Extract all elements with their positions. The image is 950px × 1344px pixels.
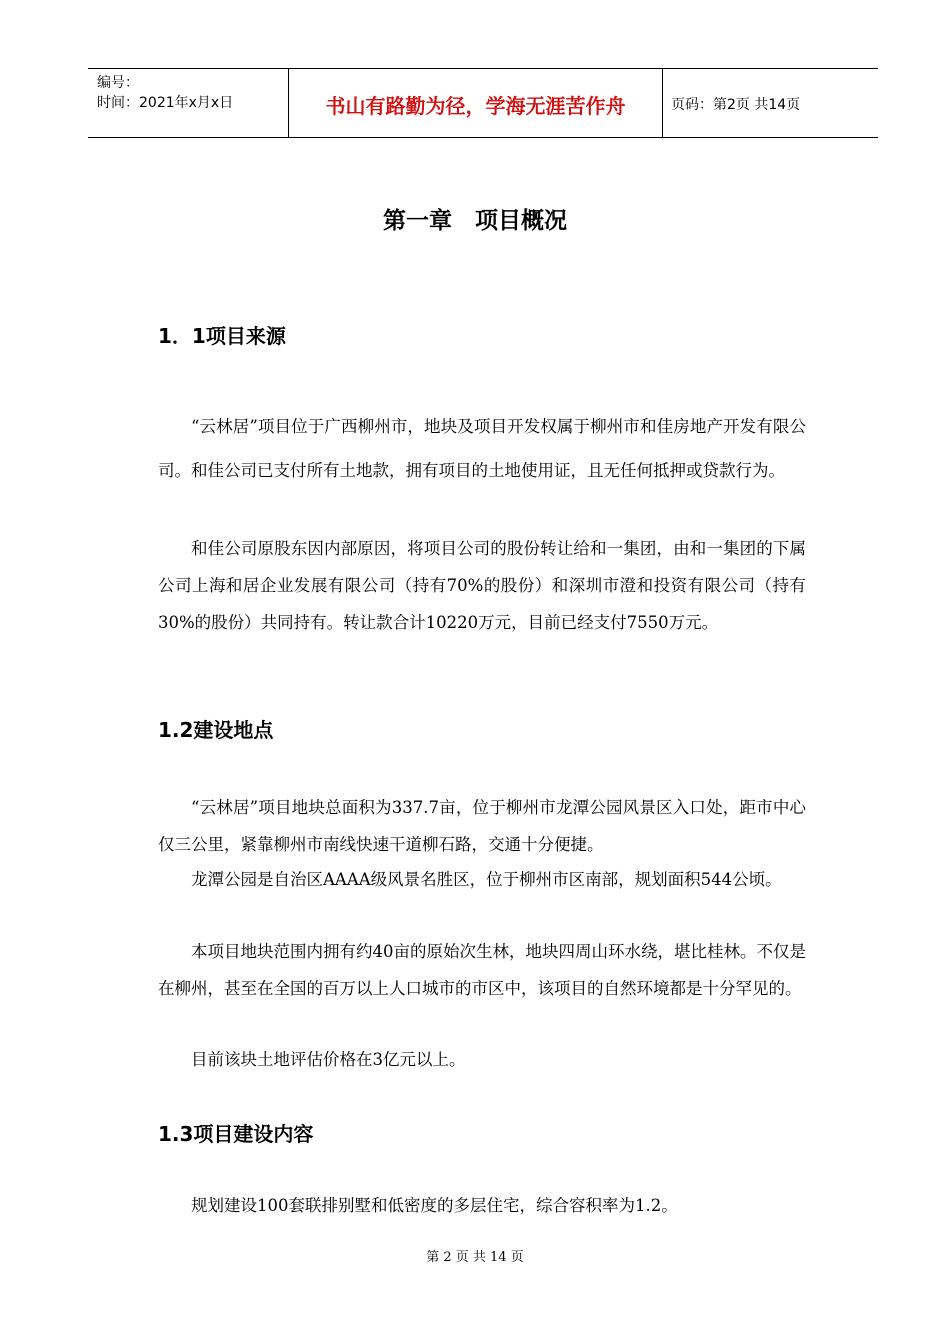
page-footer: 第 2 页 共 14 页: [426, 1250, 524, 1265]
section-title-source: 1．1项目来源: [158, 324, 286, 348]
header-meta: [88, 69, 288, 137]
chapter-title: 第一章 项目概况: [383, 208, 567, 234]
paragraph: “云林居”项目位于广西柳州市，地块及项目开发权属于柳州市和佳房地产开发有限公司。和佳公司已支付所有土地款，拥有项目的土地使用证，且无任何抵押或贷款行为。: [158, 417, 806, 480]
paragraph: 本项目地块范围内拥有约40亩的原始次生林，地块四周山环水绕，堪比桂林。不仅是在柳州，甚至在全国的百万以上人口城市的市区中，该项目的自然环境都是十分罕见的。: [158, 942, 806, 998]
paragraph: 龙潭公园是自治区AAAA级风景名胜区，位于柳州市区南部，规划面积544公顷。: [191, 870, 782, 889]
section-title-content: 1.3项目建设内容: [158, 1122, 314, 1146]
header-motto: 书山有路勤为径，学海无涯苦作舟: [325, 94, 626, 118]
paragraph: 规划建设100套联排别墅和低密度的多层住宅，综合容积率为1.2。: [191, 1196, 678, 1215]
header-page-cell: [662, 69, 878, 137]
section-title-location: 1.2建设地点: [158, 718, 274, 742]
paragraph: 目前该块土地评估价格在3亿元以上。: [191, 1050, 466, 1069]
document-time: 时间：2021年x月x日: [97, 95, 234, 111]
paragraph: “云林居”项目地块总面积为337.7亩，位于柳州市龙潭公园风景区入口处，距市中心仅三公里，紧靠柳州市南线快速干道柳石路，交通十分便捷。: [158, 798, 806, 854]
paragraph: 和佳公司原股东因内部原因，将项目公司的股份转让给和一集团，由和一集团的下属公司上海和居企业发展有限公司（持有70%的股份）和深圳市澄和投资有限公司（持有30%的股份）共同持有。转让款合计10220万元，目前已经支付7550万元。: [158, 539, 806, 632]
document-number: 编号：: [97, 75, 139, 91]
page-header: [88, 68, 878, 138]
header-page-number: 页码：第2页 共14页: [671, 97, 801, 113]
header-motto-cell: [288, 69, 663, 137]
